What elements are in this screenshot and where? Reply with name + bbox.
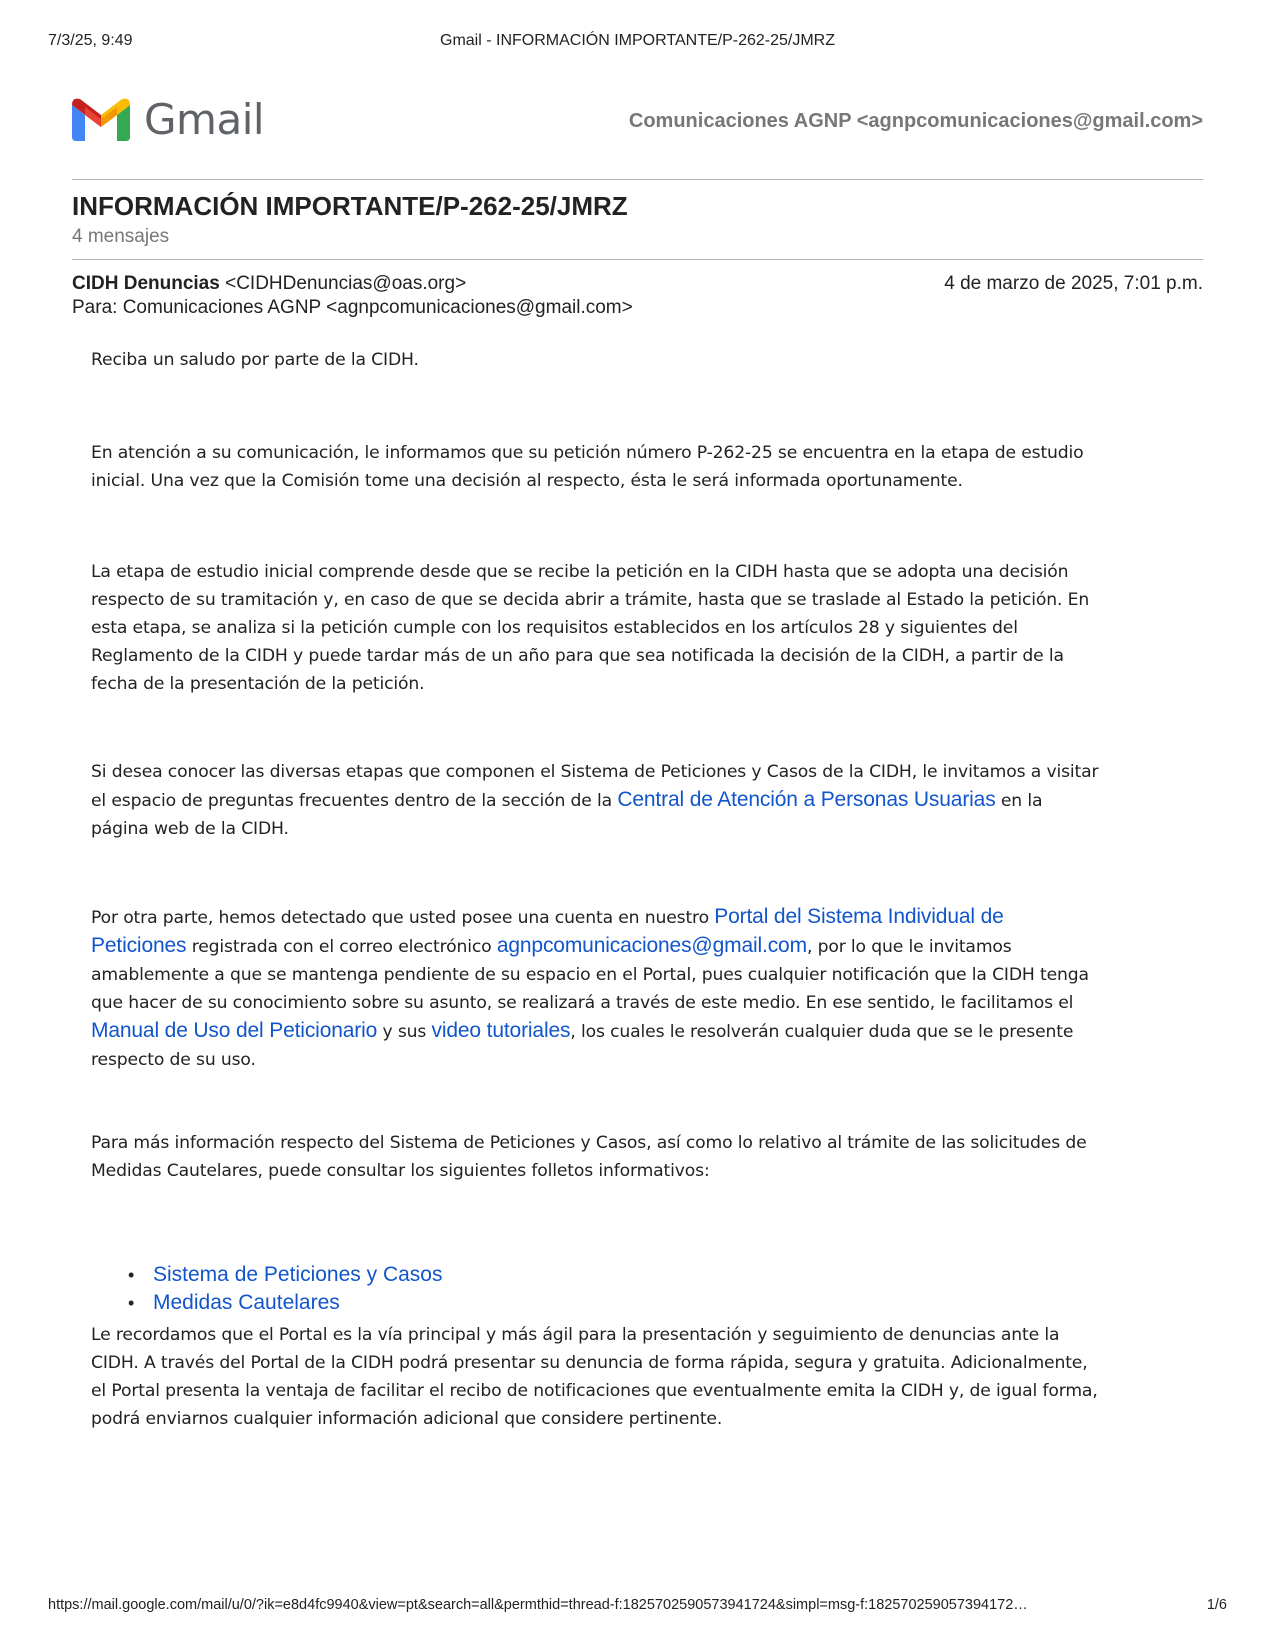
body-paragraph-greeting <box>91 346 1191 374</box>
sistema-peticiones-link[interactable]: Sistema de Peticiones y Casos <box>153 1263 443 1286</box>
body-text-segment: registrada con el correo electrónico <box>186 937 497 957</box>
body-text-segment: en la <box>995 791 1043 811</box>
body-text-segment: el espacio de preguntas frecuentes dentro de la sección de la <box>91 791 618 811</box>
body-line: La etapa de estudio inicial comprende desde que se recibe la petición en la CIDH hasta que se adopta una decisión <box>91 562 1069 582</box>
thread-subject: INFORMACIÓN IMPORTANTE/P-262-25/JMRZ <box>72 191 628 221</box>
medidas-cautelares-link[interactable]: Medidas Cautelares <box>153 1291 340 1314</box>
body-line: Reglamento de la CIDH y puede tardar más de un año para que sea notificada la decisión de la CIDH, a partir de la <box>91 646 1064 666</box>
body-paragraph-status <box>91 439 1191 495</box>
message-sender <box>72 273 466 295</box>
print-footer <box>48 1597 1227 1617</box>
body-line <box>91 786 1191 815</box>
print-header <box>48 32 1227 52</box>
body-line: que hacer de su conocimiento sobre su asunto, se realizará a través de este medio. En ese sentido, le facilitamos el <box>91 993 1074 1013</box>
body-line: esta etapa, se analiza si la petición cumple con los requisitos establecidos en los artículos 28 y siguientes del <box>91 618 1018 638</box>
body-line: En atención a su comunicación, le informamos que su petición número P-262-25 se encuentra en la etapa de estudio <box>91 443 1084 463</box>
body-line <box>91 903 1191 932</box>
body-paragraph-brochures <box>91 1129 1191 1185</box>
body-paragraph-faq <box>91 758 1191 843</box>
body-line: respecto de su tramitación y, en caso de que se decida abrir a trámite, hasta que se traslade al Estado la petición. En <box>91 590 1090 610</box>
body-line: amablemente a que se mantenga pendiente de su espacio en el Portal, pues cualquier notificación que la CIDH tenga <box>91 965 1089 985</box>
body-line: el Portal presenta la ventaja de facilitar el recibo de notificaciones que eventualmente emita la CIDH y, de igual forma, <box>91 1381 1098 1401</box>
video-tutoriales-link[interactable]: video tutoriales <box>431 1019 571 1042</box>
gmail-logo <box>72 94 264 144</box>
sender-name: CIDH Denuncias <box>72 273 220 294</box>
brochure-list <box>128 1261 442 1317</box>
central-atencion-link[interactable]: Central de Atención a Personas Usuarias <box>617 788 996 811</box>
body-paragraph-reminder <box>91 1321 1191 1433</box>
print-datetime: 7/3/25, 9:49 <box>48 32 133 49</box>
message-date: 4 de marzo de 2025, 7:01 p.m. <box>944 273 1203 294</box>
email-link[interactable]: agnpcomunicaciones@gmail.com <box>496 934 807 957</box>
body-line: Si desea conocer las diversas etapas que componen el Sistema de Peticiones y Casos de la CIDH, le invitamos a visitar <box>91 762 1099 782</box>
body-line: Medidas Cautelares, puede consultar los siguientes folletos informativos: <box>91 1161 710 1181</box>
divider <box>72 259 1203 260</box>
print-url: https://mail.google.com/mail/u/0/?ik=e8d4fc9940&view=pt&search=all&permthid=thread-f:1825702590573941724&simpl=msg-f:182570259057394172… <box>48 1597 1028 1613</box>
body-line: Reciba un saludo por parte de la CIDH. <box>91 350 419 370</box>
message-count: 4 mensajes <box>72 226 170 247</box>
sender-email: <CIDHDenuncias@oas.org> <box>225 273 467 294</box>
body-line: Para más información respecto del Sistema de Peticiones y Casos, así como lo relativo al trámite de las solicitudes de <box>91 1133 1087 1153</box>
message-recipient: Para: Comunicaciones AGNP <agnpcomunicaciones@gmail.com> <box>72 297 633 318</box>
body-line: Le recordamos que el Portal es la vía principal y más ágil para la presentación y seguimiento de denuncias ante la <box>91 1325 1060 1345</box>
body-text-segment: Por otra parte, hemos detectado que usted posee una cuenta en nuestro <box>91 908 715 928</box>
body-line: CIDH. A través del Portal de la CIDH podrá presentar su denuncia de forma rápida, segura y gratuita. Adicionalmente, <box>91 1353 1088 1373</box>
gmail-wordmark: Gmail <box>144 94 265 144</box>
body-paragraph-portal <box>91 903 1191 1074</box>
list-item <box>128 1261 442 1289</box>
manual-peticionario-link[interactable]: Manual de Uso del Peticionario <box>91 1019 378 1042</box>
body-line: respecto de su uso. <box>91 1050 256 1070</box>
gmail-m-icon <box>72 97 130 141</box>
list-item <box>128 1289 442 1317</box>
body-text-segment: y sus <box>377 1022 432 1042</box>
body-text-segment: , por lo que le invitamos <box>806 937 1012 957</box>
account-identity: Comunicaciones AGNP <agnpcomunicaciones@gmail.com> <box>628 110 1203 132</box>
body-line: inicial. Una vez que la Comisión tome una decisión al respecto, ésta le será informada oportunamente. <box>91 471 963 491</box>
body-line: fecha de la presentación de la petición. <box>91 674 425 694</box>
gmail-header <box>72 90 1203 180</box>
portal-sistema-link-cont[interactable]: Peticiones <box>91 934 187 957</box>
body-line <box>91 1017 1191 1046</box>
body-paragraph-stage <box>91 558 1191 698</box>
print-page-title: Gmail - INFORMACIÓN IMPORTANTE/P-262-25/JMRZ <box>440 32 835 49</box>
page-number: 1/6 <box>1206 1597 1227 1613</box>
body-line: página web de la CIDH. <box>91 819 289 839</box>
body-line <box>91 932 1191 961</box>
body-line: podrá enviarnos cualquier información adicional que considere pertinente. <box>91 1409 723 1429</box>
portal-sistema-link[interactable]: Portal del Sistema Individual de <box>714 905 1004 928</box>
body-text-segment: , los cuales le resolverán cualquier duda que se le presente <box>570 1022 1074 1042</box>
